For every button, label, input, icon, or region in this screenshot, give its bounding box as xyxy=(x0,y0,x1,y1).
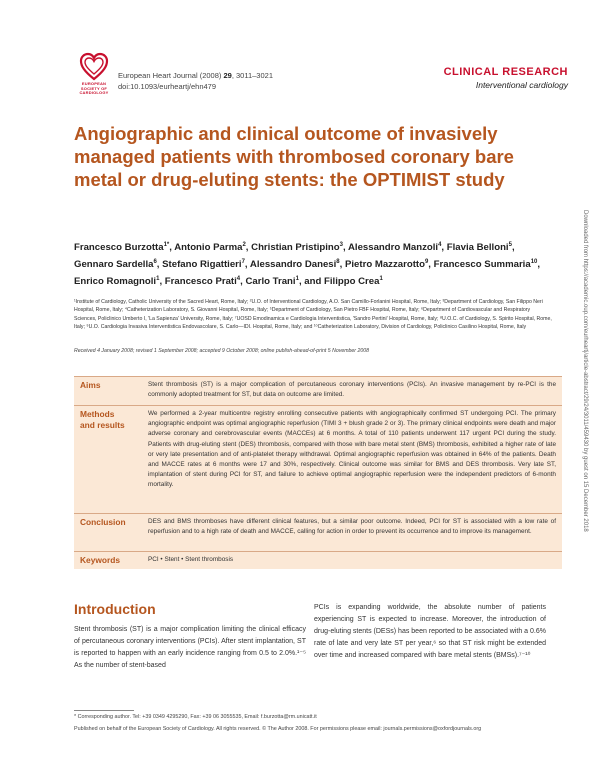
author-affiliation-mark: 8 xyxy=(336,259,340,266)
abstract-divider xyxy=(74,376,562,377)
author-name: Stefano Rigattieri xyxy=(162,259,242,271)
author-separator: , xyxy=(240,276,246,288)
introduction-column-2: PCIs is expanding worldwide, the absolute number of patients experiencing ST is expected to increase. Moreover, the introduction of drug-eluting stents (DESs) has been reported to be associated with a 0.6% rate of late and very late ST per year,⁶ so that ST risk might be extended over time and increased compared with bare metal stents (BMSs).⁷⁻¹⁰ xyxy=(314,604,546,659)
author-affiliation-mark: 4 xyxy=(236,276,241,283)
author-name: Alessandro Manzoli xyxy=(347,242,439,254)
author-name: Carlo Trani xyxy=(245,276,296,288)
journal-pages: , 3011–3021 xyxy=(231,71,273,80)
author-separator: , xyxy=(537,259,541,271)
esc-logo xyxy=(74,52,114,104)
introduction-heading: Introduction xyxy=(74,601,156,617)
author-name: Alessandro Danesi xyxy=(249,259,337,271)
received-dates: Received 4 January 2008; revised 1 September 2008; accepted 9 October 2008; online publish-ahead-of-print 5 November 2008 xyxy=(74,348,370,354)
structured-abstract xyxy=(74,376,562,569)
logo-line-3: CARDIOLOGY xyxy=(79,90,109,95)
section-title: CLINICAL RESEARCH xyxy=(443,66,568,78)
author-separator: , xyxy=(339,259,345,271)
publisher-note: Published on behalf of the European Society of Cardiology. All rights reserved. © The Author 2008. For permissions please email: journals.permissions@oxfordjournals.org xyxy=(74,726,482,732)
author-affiliation-mark: 6 xyxy=(153,259,157,266)
journal-doi[interactable]: doi:10.1093/eurheartj/ehn479 xyxy=(118,82,216,91)
author-separator: , xyxy=(156,259,163,271)
author-name: Francesco Prati xyxy=(164,276,237,288)
author-name: Flavia Belloni xyxy=(446,242,509,254)
logo-line-2: SOCIETY OF xyxy=(80,85,108,91)
section-subtitle: Interventional cardiology xyxy=(475,80,568,90)
abstract-divider xyxy=(74,551,562,552)
author-affiliation-mark: 1 xyxy=(156,276,160,283)
methods-text: We performed a 2-year multicentre registry enrolling consecutive patients with angiographically confirmed ST undergoing PCI. The primary angiographic endpoint was optimal angiographic reperfusion (TIMI 3 + blush grade 2 or 3). The primary clinical endpoints were death and major adverse coronary and cerebrovascular events (MACCEs) at 6 months. A total of 110 patients underwent 117 urgent PCI during the study. Patients with drug-eluting stent (DES) thrombosis, compared with those with bare metal stent (BMS) thrombosis, exhibited a higher rate of late or very late presentation and of anti-platelet therapy withdrawal. Optimal angiographic reperfusion was obtained in 64% of the patients. Death and MACCE rates at 6 months were 17 and 30%, respectively. Clinical outcome was similar for BMS and DES thrombosis. Very late ST, implantation of stent during PCI for ST, and failure to achieve optimal angiographic reperfusion were the independent predictors of 6-month mortality. xyxy=(148,410,556,489)
author-name: Francesco Burzotta xyxy=(74,242,164,254)
corresponding-author-note: * Corresponding author. Tel: +39 0349 4295290, Fax: +39 06 3055535, Email: f.burzotta@rm.unicatt.it xyxy=(74,714,317,720)
introduction-column-1: Stent thrombosis (ST) is a major complication limiting the clinical efficacy of percutaneous coronary interventions (PCIs). After stent implantation, ST is reported to happen with an early incidence ranging from 0.5 to 2.0%.¹⁻⁵ As the number of stent-based xyxy=(74,626,306,669)
heart-logo-icon xyxy=(79,52,109,82)
author-name: Antonio Parma xyxy=(174,242,243,254)
download-note[interactable]: Downloaded from https://academic.oup.com/eurheartj/article-abstract/29/24/3011/459430 by guest on 15 December 2018 xyxy=(582,210,588,532)
author-separator: , xyxy=(159,276,165,288)
conclusion-text: DES and BMS thromboses have different clinical features, but a similar poor outcome. Indeed, PCI for ST is associated with a low rate of reperfusion and to a high rate of death and MACCE, calling for action in order to prevent its occurrence and to improve its management. xyxy=(148,518,556,536)
author-separator: , and xyxy=(298,276,324,288)
author-name: Pietro Mazzarotto xyxy=(344,259,425,271)
logo-line-1: EUROPEAN xyxy=(81,81,107,86)
author-separator: , xyxy=(441,242,447,254)
author-separator: , xyxy=(511,242,515,254)
footnote-rule xyxy=(74,710,134,711)
section-header xyxy=(444,66,568,90)
author-name: Enrico Romagnoli xyxy=(74,276,157,288)
methods-label xyxy=(80,409,125,431)
author-separator: , xyxy=(244,259,250,271)
author-affiliation-mark: 7 xyxy=(241,259,245,266)
aims-label: Aims xyxy=(80,380,101,390)
author-affiliation-mark: 1* xyxy=(163,242,170,248)
author-affiliation-mark: 1 xyxy=(379,276,383,283)
author-affiliation-mark: 5 xyxy=(508,242,512,248)
author-affiliation-mark: 4 xyxy=(438,242,442,248)
conclusion-label: Conclusion xyxy=(80,517,126,527)
author-separator: , xyxy=(342,242,348,254)
keywords-text: PCI • Stent • Stent thrombosis xyxy=(148,556,234,563)
author-name: Francesco Summaria xyxy=(433,259,531,271)
journal-volume: 29 xyxy=(223,71,232,80)
author-separator: , xyxy=(245,242,252,254)
methods-label-line-2: and results xyxy=(80,420,125,430)
author-separator: , xyxy=(169,242,175,254)
abstract-divider xyxy=(74,405,562,406)
author-affiliation-mark: 1 xyxy=(295,276,299,283)
affiliations: ¹Institute of Cardiology, Catholic University of the Sacred Heart, Rome, Italy; ²U.O. of Interventional Cardiology, A.O. San Camillo-Forlanini Hospital, Rome, Italy; ³Department of Cardiology, San Filippo Neri Hospital, Rome, Italy; ⁴Catheterization Laboratory, S. Giovanni Hospital, Rome, Italy; ⁵Department of Cardiology, San Pietro FBF Hospital, Rome, Italy; ⁶Department of Cardiovascular and Respiratory Sciences, Policlinico Umberto I, 'La Sapienza' University, Rome, Italy; ⁷UOSD Emodinamica e Cardiologia Interventistica, 'Sandro Pertini' Hospital, Rome, Italy; ⁸U.O.C. of Cardiology, S. Spirito Hospital, Rome, Italy; ⁹U.O. Cardiologia Invasiva Interventistica Endovascolare, S. Carlo—IDI. Hospital, Rome, Italy; and ¹⁰Catheterization Laboratory, Division of Cardiology, Policlinico Casilino Hospital, Rome, Italy xyxy=(74,299,552,331)
author-name: Christian Pristipino xyxy=(251,242,340,254)
author-name: Gennaro Sardella xyxy=(74,259,154,271)
author-separator: , xyxy=(428,259,434,271)
article-title: Angiographic and clinical outcome of invasively managed patients with thrombosed coronary bare metal or drug-eluting stents: the OPTIMIST study xyxy=(74,123,514,190)
aims-text: Stent thrombosis (ST) is a major complication of percutaneous coronary interventions (PCIs). An invasive management by re-PCI is the commonly adopted treatment for ST, but data on outcome are limited. xyxy=(148,381,556,399)
keywords-label: Keywords xyxy=(80,555,121,565)
author-affiliation-mark: 10 xyxy=(530,259,538,266)
author-list xyxy=(74,238,554,290)
author-affiliation-mark: 9 xyxy=(424,259,429,266)
journal-citation xyxy=(118,70,273,92)
author-affiliation-mark: 2 xyxy=(242,242,246,248)
journal-name: European Heart Journal (2008) xyxy=(118,71,222,80)
methods-label-line-1: Methods xyxy=(80,409,115,419)
author-affiliation-mark: 3 xyxy=(339,242,343,248)
author-name: Filippo Crea xyxy=(324,276,380,288)
abstract-divider xyxy=(74,513,562,514)
